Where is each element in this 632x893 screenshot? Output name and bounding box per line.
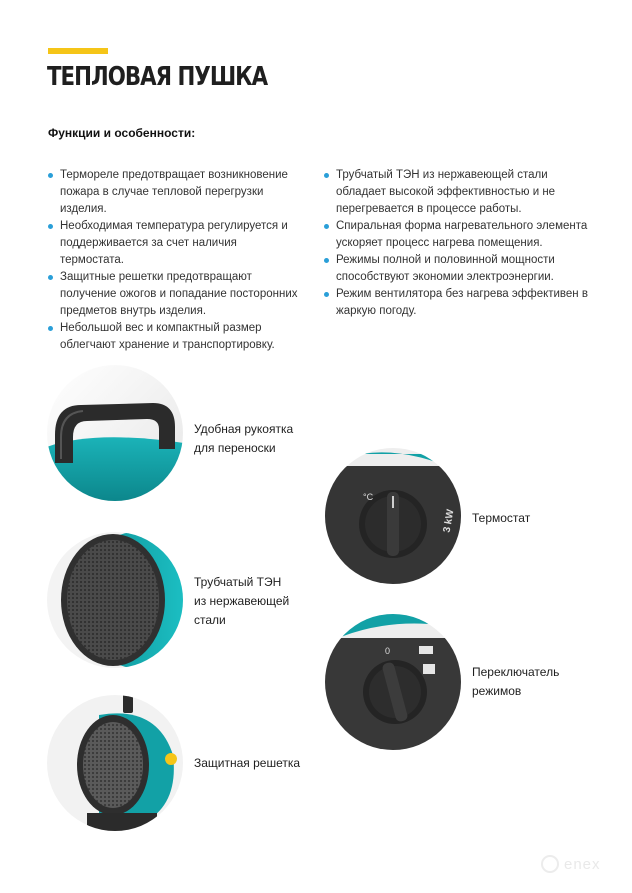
feature-item: Спиральная форма нагревательного элемента ускоряет процесс нагрева помещения. xyxy=(324,218,592,252)
handle-caption: Удобная рукоятка для переноски xyxy=(194,422,294,455)
thermostat-photo xyxy=(325,448,461,584)
features-list-right xyxy=(324,167,592,320)
logo-text: enex xyxy=(564,855,601,873)
feature-item: Трубчатый ТЭН из нержавеющей стали обладает высокой эффективностью и не перегревается в процессе работы. xyxy=(324,167,592,218)
feature-item: Необходимая температура регулируется и поддерживается за счет наличия термостата. xyxy=(48,218,304,269)
feature-item: Небольшой вес и компактный размер облегчают хранение и транспортировку. xyxy=(48,320,304,354)
feature-item: Режимы полной и половинной мощности способствуют экономии электроэнергии. xyxy=(324,252,592,286)
features-heading: Функции и особенности: xyxy=(48,126,196,140)
thermostat-caption: Термостат xyxy=(472,511,531,525)
grille-photo xyxy=(47,695,183,831)
feature-item: Защитные решетки предотвращают получение ожогов и попадание посторонних предметов внутрь изделия. xyxy=(48,269,304,320)
power-label: 3 kW xyxy=(441,508,457,534)
feature-item: Термореле предотвращает возникновение пожара в случае тепловой перегрузки изделия. xyxy=(48,167,304,218)
handle-photo xyxy=(47,365,183,501)
accent-bar xyxy=(48,48,108,54)
brand-logo xyxy=(541,855,601,873)
page-title: ТЕПЛОВАЯ ПУШКА xyxy=(47,62,268,92)
celsius-label: °C xyxy=(363,492,374,502)
zero-label: 0 xyxy=(385,646,391,656)
feature-item: Режим вентилятора без нагрева эффективен в жаркую погоду. xyxy=(324,286,592,320)
logo-mark-icon xyxy=(541,855,559,873)
heating-element-caption: Трубчатый ТЭН из нержавеющей стали xyxy=(194,575,290,627)
heating-element-photo xyxy=(47,532,183,668)
mode-switch-photo xyxy=(325,614,461,750)
mode-switch-caption: Переключатель режимов xyxy=(472,665,560,698)
features-list-left xyxy=(48,167,304,354)
grille-caption: Защитная решетка xyxy=(194,756,301,770)
